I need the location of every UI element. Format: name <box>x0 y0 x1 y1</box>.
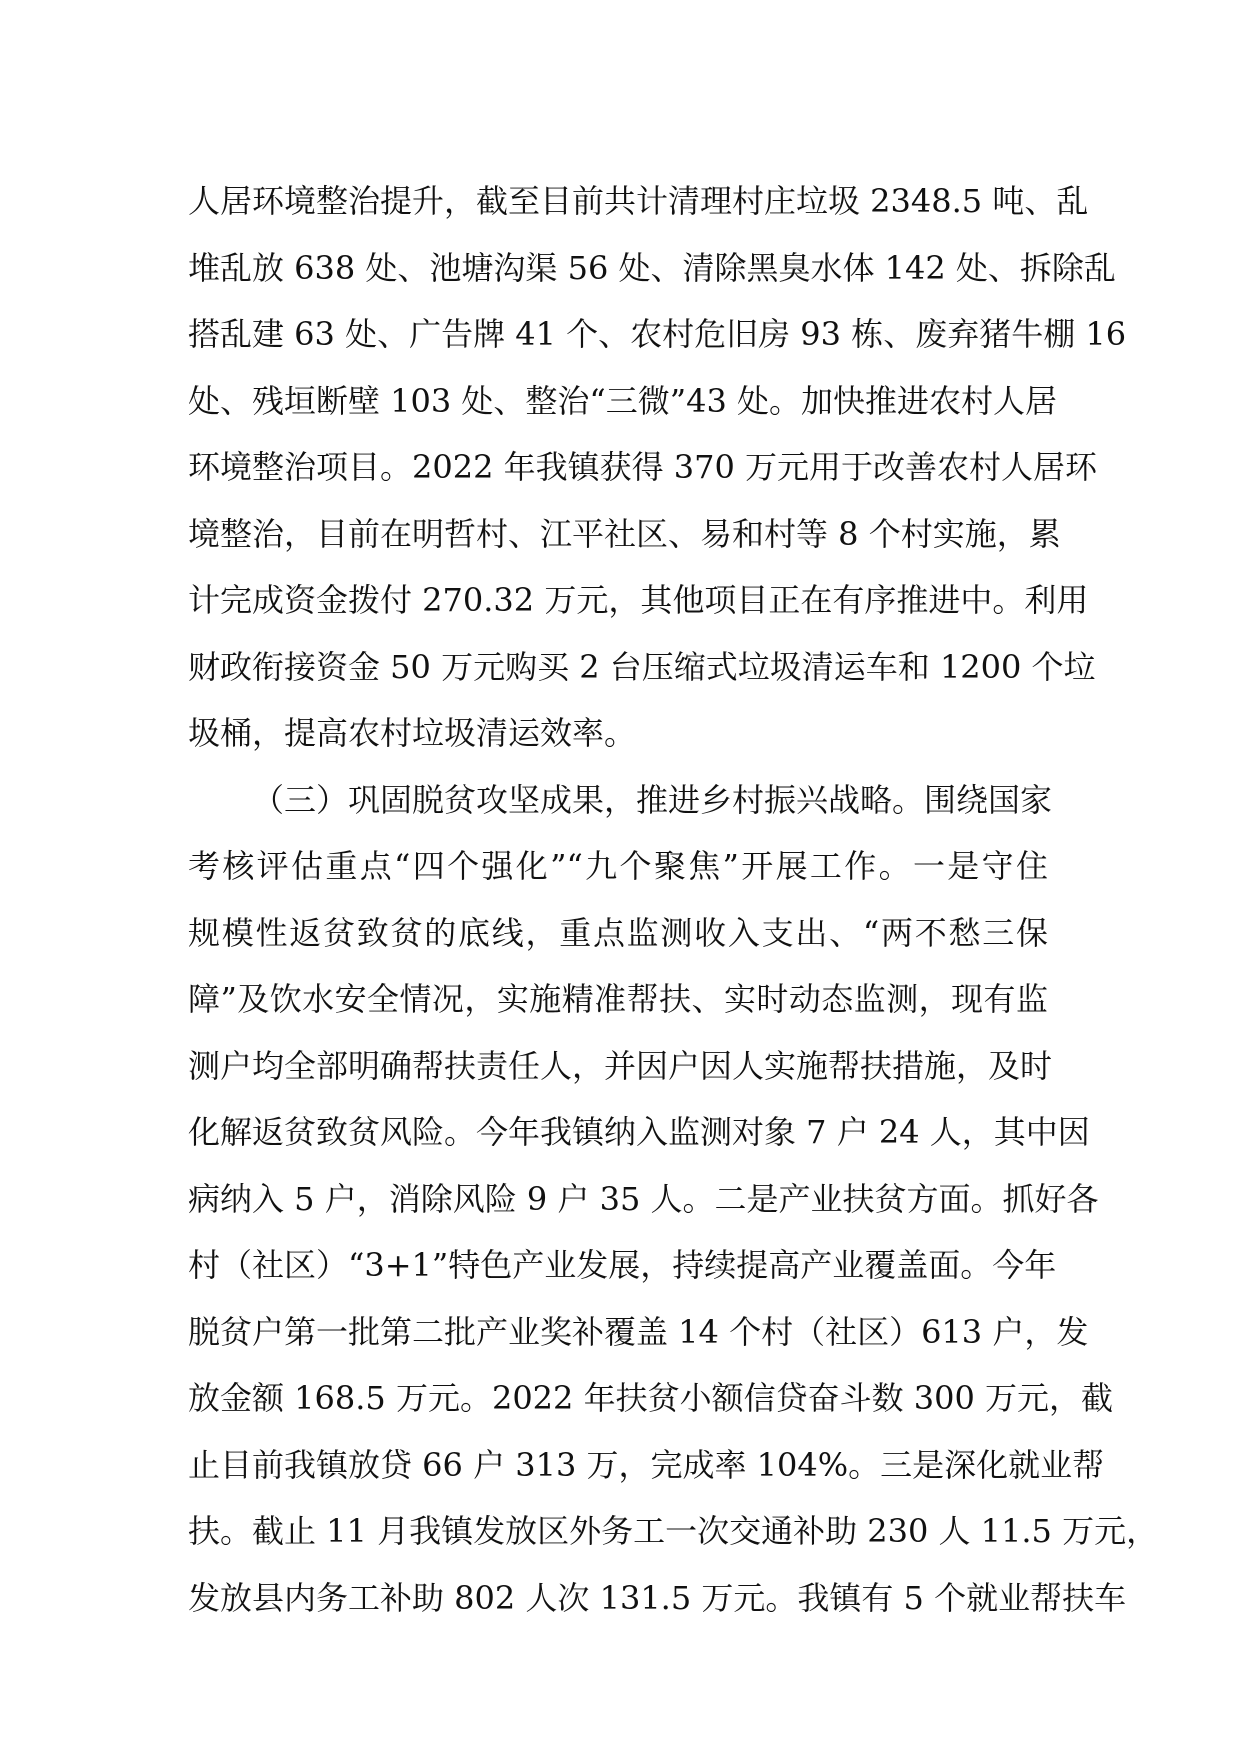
text-line: 病纳入 5 户，消除风险 9 户 35 人。二是产业扶贫方面。抓好各 <box>188 1179 1099 1218</box>
text-line: 人居环境整治提升，截至目前共计清理村庄垃圾 2348.5 吨、乱 <box>188 182 1089 220</box>
text-line: 计完成资金拨付 270.32 万元，其他项目正在有序推进中。利用 <box>188 581 1089 619</box>
text-line: 圾桶，提高农村垃圾清运效率。 <box>188 714 637 752</box>
body-text <box>188 168 1159 1631</box>
text-line: 财政衔接资金 50 万元购买 2 台压缩式垃圾清运车和 1200 个垃 <box>188 647 1096 686</box>
text-line: 村（社区）“3+1”特色产业发展，持续提高产业覆盖面。今年 <box>188 1246 1057 1284</box>
text-line: 止目前我镇放贷 66 户 313 万，完成率 104%。三是深化就业帮 <box>188 1445 1105 1484</box>
text-line: 考核评估重点“四个强化”“九个聚焦”开展工作。一是守住 <box>188 847 1048 885</box>
text-line: 堆乱放 638 处、池塘沟渠 56 处、清除黑臭水体 142 处、拆除乱 <box>188 248 1116 287</box>
text-line: 扶。截止 11 月我镇发放区外务工一次交通补助 230 人 11.5 万元， <box>188 1512 1159 1550</box>
section-heading-line: （三）巩固脱贫攻坚成果，推进乡村振兴战略。围绕国家 <box>252 780 1053 819</box>
text-line: 放金额 168.5 万元。2022 年扶贫小额信贷奋斗数 300 万元，截 <box>188 1379 1113 1417</box>
text-line: 障”及饮水安全情况，实施精准帮扶、实时动态监测，现有监 <box>188 980 1048 1018</box>
text-line: 脱贫户第一批第二批产业奖补覆盖 14 个村（社区）613 户，发 <box>188 1312 1089 1351</box>
text-line: 环境整治项目。2022 年我镇获得 370 万元用于改善农村人居环 <box>188 448 1098 486</box>
text-line: 化解返贫致贫风险。今年我镇纳入监测对象 7 户 24 人，其中因 <box>188 1113 1090 1151</box>
text-line: 处、残垣断壁 103 处、整治“三微”43 处。加快推进农村人居 <box>188 381 1058 420</box>
text-line: 规模性返贫致贫的底线，重点监测收入支出、“两不愁三保 <box>188 913 1048 952</box>
text-line: 境整治，目前在明哲村、江平社区、易和村等 8 个村实施，累 <box>188 514 1061 553</box>
text-line: 发放县内务工补助 802 人次 131.5 万元。我镇有 5 个就业帮扶车 <box>188 1578 1127 1617</box>
text-line: 测户均全部明确帮扶责任人，并因户因人实施帮扶措施，及时 <box>188 1046 1053 1085</box>
text-line: 搭乱建 63 处、广告牌 41 个、农村危旧房 93 栋、废弃猪牛棚 16 <box>188 315 1127 353</box>
